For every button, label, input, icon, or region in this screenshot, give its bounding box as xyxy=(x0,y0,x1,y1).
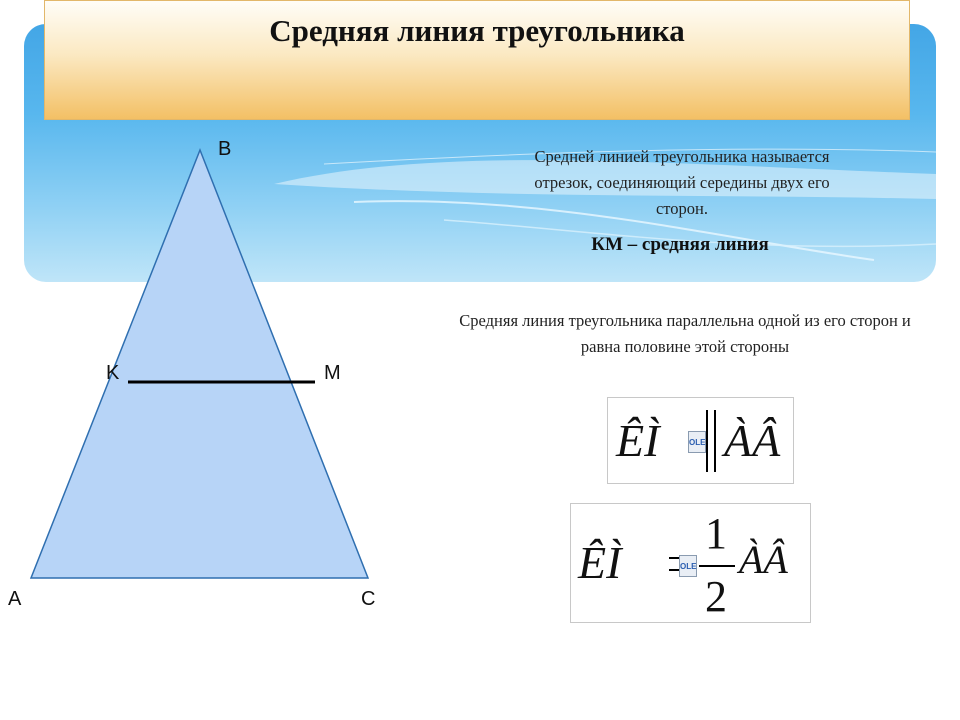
formula-half-right: ÀÂ xyxy=(739,537,788,582)
formula-half-box xyxy=(570,503,811,623)
point-k-label: K xyxy=(106,362,120,384)
ole-object-icon: OLE xyxy=(679,555,697,577)
property-text: Средняя линия треугольника параллельна одной из его сторон и равна половине этой стороны xyxy=(459,311,911,356)
formula-parallel-box xyxy=(607,397,794,484)
formula-parallel-right: ÀÂ xyxy=(724,415,781,466)
triangle-figure xyxy=(0,130,420,600)
km-midline-label: КМ – средняя линия xyxy=(591,234,769,255)
formula-parallel-left: ÊÌ xyxy=(616,415,660,466)
fraction-denominator: 2 xyxy=(705,572,727,621)
slide-title: Средняя линия треугольника xyxy=(269,13,685,48)
fraction-numerator: 1 xyxy=(705,509,727,558)
title-bar xyxy=(44,0,910,120)
vertex-a-label: A xyxy=(8,588,22,610)
vertex-b-label: B xyxy=(218,138,232,160)
triangle-abc xyxy=(31,150,368,578)
vertex-c-label: C xyxy=(361,588,376,610)
fraction-bar xyxy=(699,564,735,568)
point-m-label: M xyxy=(324,362,341,384)
formula-half-left: ÊÌ xyxy=(578,537,622,588)
ole-object-icon: OLE xyxy=(688,431,706,453)
parallel-symbol xyxy=(704,408,720,474)
definition-text: Средней линией треугольника называется отрезок, соединяющий середины двух его сторон. xyxy=(534,147,830,218)
